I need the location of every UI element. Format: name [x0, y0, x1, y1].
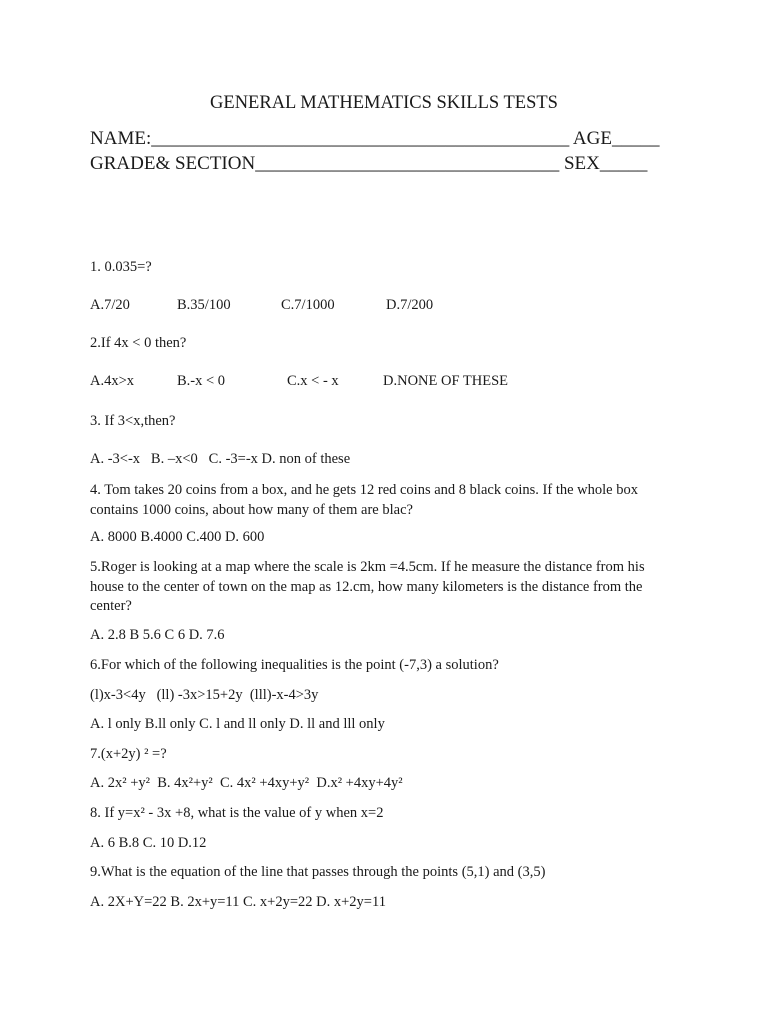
question-4: 4. Tom takes 20 coins from a box, and he gets 12 red coins and 8 black coins. If the whole box contains 1000 coins, about how many of them are blac? — [90, 482, 638, 518]
question-6-options: A. l only B.ll only C. l and ll only D. ll and lll only — [90, 716, 385, 732]
question-9-options: A. 2X+Y=22 B. 2x+y=11 C. x+2y=22 D. x+2y=11 — [90, 894, 386, 910]
question-5: 5.Roger is looking at a map where the scale is 2km =4.5cm. If he measure the distance from his house to the center of town on the map as 12.cm, how many kilometers is the distance from the center? — [90, 559, 645, 614]
question-8-options: A. 6 B.8 C. 10 D.12 — [90, 835, 207, 851]
question-8: 8. If y=x² - 3x +8, what is the value of y when x=2 — [90, 805, 384, 821]
question-3-options: A. -3<-x B. –x<0 C. -3=-x D. non of these — [90, 451, 351, 467]
question-9: 9.What is the equation of the line that passes through the points (5,1) and (3,5) — [90, 864, 546, 880]
question-2: 2.If 4x < 0 then? — [90, 335, 187, 351]
question-7: 7.(x+2y) ² =? — [90, 746, 167, 762]
option-a: A.7/20 — [90, 297, 130, 313]
name-age-line: NAME:____________________________________________ AGE_____ — [90, 128, 660, 149]
option-a: A.4x>x — [90, 373, 135, 389]
page-title: GENERAL MATHEMATICS SKILLS TESTS — [210, 93, 558, 113]
option-d: D.7/200 — [386, 297, 434, 313]
option-c: C.7/1000 — [281, 297, 335, 313]
grade-sex-line: GRADE& SECTION________________________________ SEX_____ — [90, 153, 648, 174]
option-b: B.-x < 0 — [177, 373, 226, 389]
question-7-options: A. 2x² +y² B. 4x²+y² C. 4x² +4xy+y² D.x² +4xy+4y² — [90, 775, 403, 791]
option-c: C.x < - x — [287, 373, 339, 389]
question-5-options: A. 2.8 B 5.6 C 6 D. 7.6 — [90, 627, 225, 643]
question-1: 1. 0.035=? — [90, 259, 152, 275]
question-4-options: A. 8000 B.4000 C.400 D. 600 — [90, 529, 265, 545]
question-6: 6.For which of the following inequalities is the point (-7,3) a solution? — [90, 657, 499, 673]
option-d: D.NONE OF THESE — [383, 373, 508, 389]
question-6-statements: (l)x-3<4y (ll) -3x>15+2y (lll)-x-4>3y — [90, 687, 319, 703]
option-b: B.35/100 — [177, 297, 231, 313]
question-3: 3. If 3<x,then? — [90, 413, 176, 429]
